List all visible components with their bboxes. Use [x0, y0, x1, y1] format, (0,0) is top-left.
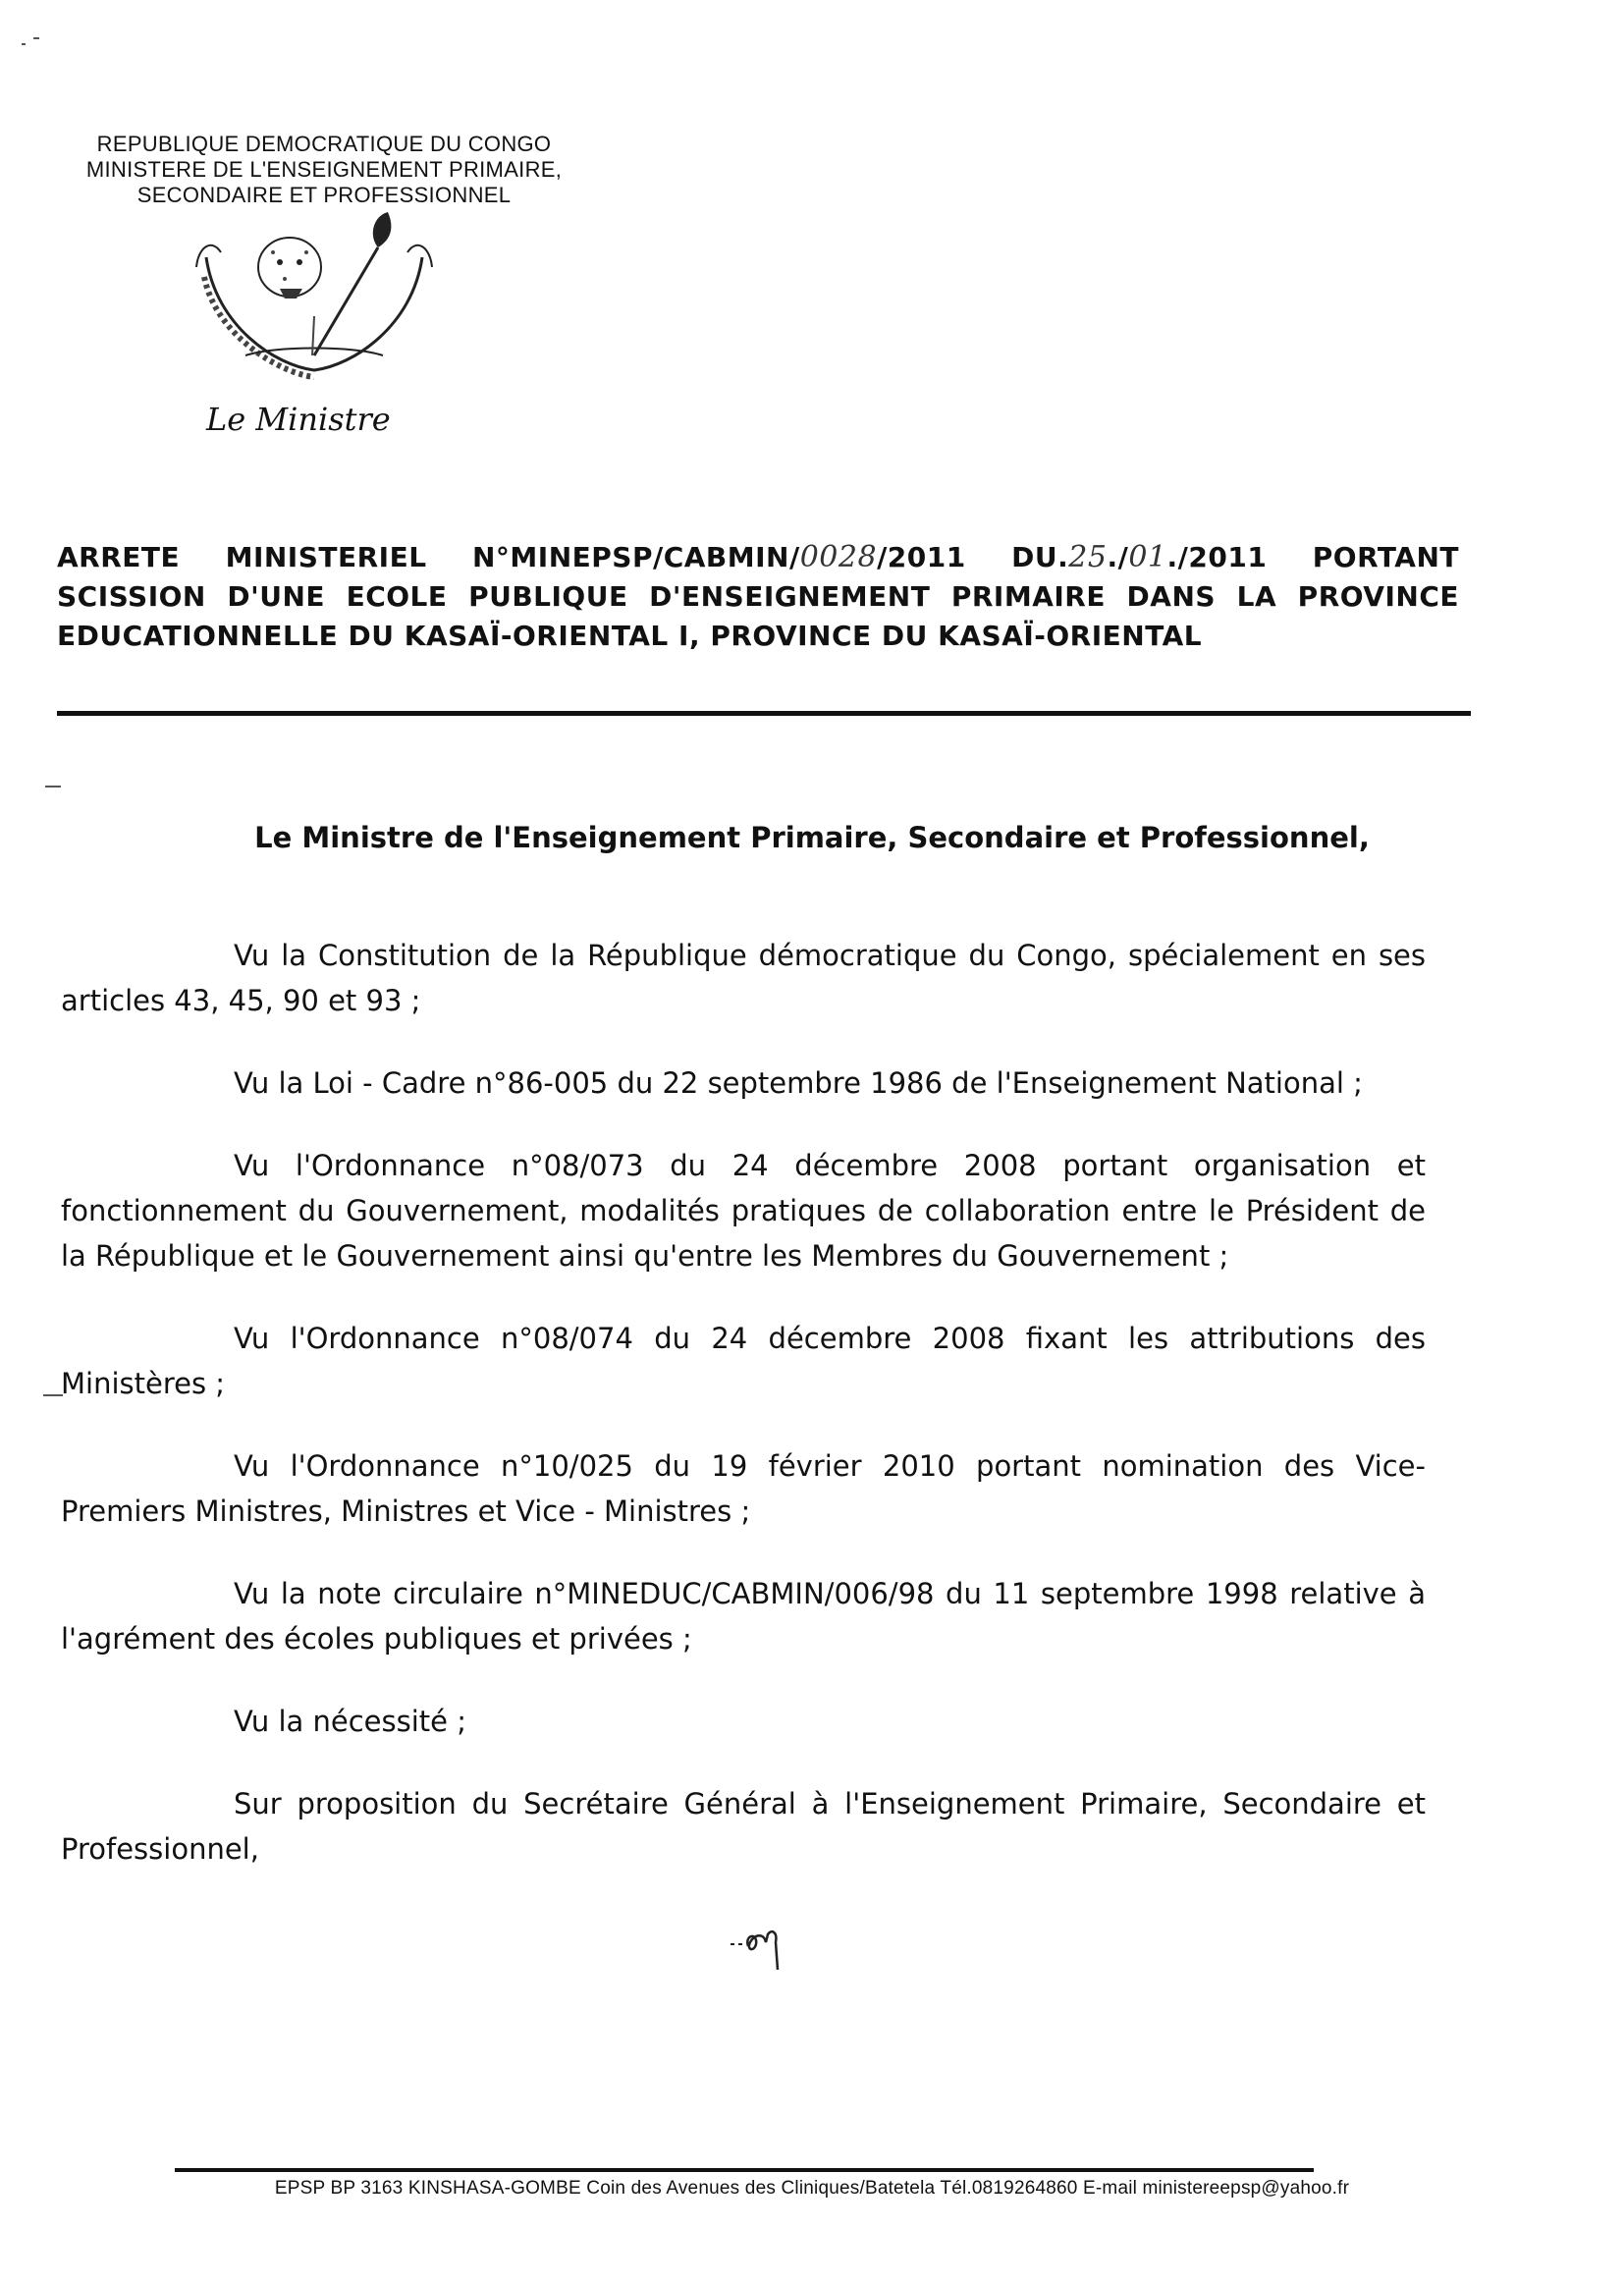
decree-month-handwritten: 01: [1128, 540, 1167, 574]
letterhead-country: REPUBLIQUE DEMOCRATIQUE DU CONGO: [96, 132, 552, 156]
letterhead-minister: Le Ministre: [206, 401, 391, 438]
decree-subject: ./2011 PORTANT SCISSION D'UNE ECOLE PUBLIQUE D'ENSEIGNEMENT PRIMAIRE DANS LA PROVINCE EDUCATIONNELLE DU KASAÏ-ORIENTAL I, PROVINCE DU KASAÏ-ORIENTAL: [57, 541, 1459, 652]
handwritten-initials: [725, 1905, 793, 1974]
decree-separator: ./: [1107, 541, 1129, 573]
coat-of-arms-emblem: [187, 208, 442, 385]
scan-speck: [45, 786, 61, 788]
decree-year: /2011 DU.: [877, 541, 1069, 573]
scan-speck: [33, 37, 39, 39]
consideration-ordonnance-08-074: Vu l'Ordonnance n°08/074 du 24 décembre 2008 fixant les attributions des Ministères ;: [61, 1322, 1426, 1400]
scan-speck: [43, 1394, 63, 1396]
consideration-note-circulaire: Vu la note circulaire n°MINEDUC/CABMIN/006/98 du 11 septembre 1998 relative à l'agrément des écoles publiques et privées ;: [61, 1577, 1426, 1656]
title-divider: [57, 711, 1471, 716]
consideration-ordonnance-08-073: Vu l'Ordonnance n°08/073 du 24 décembre 2008 portant organisation et fonctionnement du Gouvernement, modalités pratiques de collaboration entre le Président de la République et le Gouvernement ainsi qu'entre les Membres du Gouvernement ;: [61, 1149, 1426, 1273]
letterhead-ministry-cont: SECONDAIRE ET PROFESSIONNEL: [136, 183, 512, 207]
decree-number-handwritten: 0028: [799, 540, 878, 574]
decree-title: [57, 538, 1459, 656]
minister-heading: Le Ministre de l'Enseignement Primaire, Secondaire et Professionnel,: [254, 821, 1370, 854]
consideration-necessite: Vu la nécessité ;: [234, 1705, 466, 1738]
considerations: [61, 933, 1426, 1909]
letterhead: [39, 132, 609, 208]
consideration-loi-cadre: Vu la Loi - Cadre n°86-005 du 22 septembre 1986 de l'Enseignement National ;: [234, 1066, 1363, 1100]
consideration-ordonnance-10-025: Vu l'Ordonnance n°10/025 du 19 février 2010 portant nomination des Vice-Premiers Ministres, Ministres et Vice - Ministres ;: [61, 1449, 1426, 1528]
consideration-proposition: Sur proposition du Secrétaire Général à l'Enseignement Primaire, Secondaire et Professionnel,: [61, 1787, 1426, 1866]
decree-prefix: ARRETE MINISTERIEL N°MINEPSP/CABMIN/: [57, 541, 800, 573]
scan-speck: [22, 43, 26, 45]
footer-divider: [175, 2168, 1314, 2172]
consideration-constitution: Vu la Constitution de la République démocratique du Congo, spécialement en ses articles 43, 45, 90 et 93 ;: [61, 939, 1426, 1017]
decree-day-handwritten: 25: [1068, 540, 1108, 574]
letterhead-ministry: MINISTERE DE L'ENSEIGNEMENT PRIMAIRE,: [85, 157, 563, 182]
footer-contact: EPSP BP 3163 KINSHASA-GOMBE Coin des Avenues des Cliniques/Batetela Tél.0819264860 E-mail ministereepsp@yahoo.fr: [274, 2178, 1350, 2199]
